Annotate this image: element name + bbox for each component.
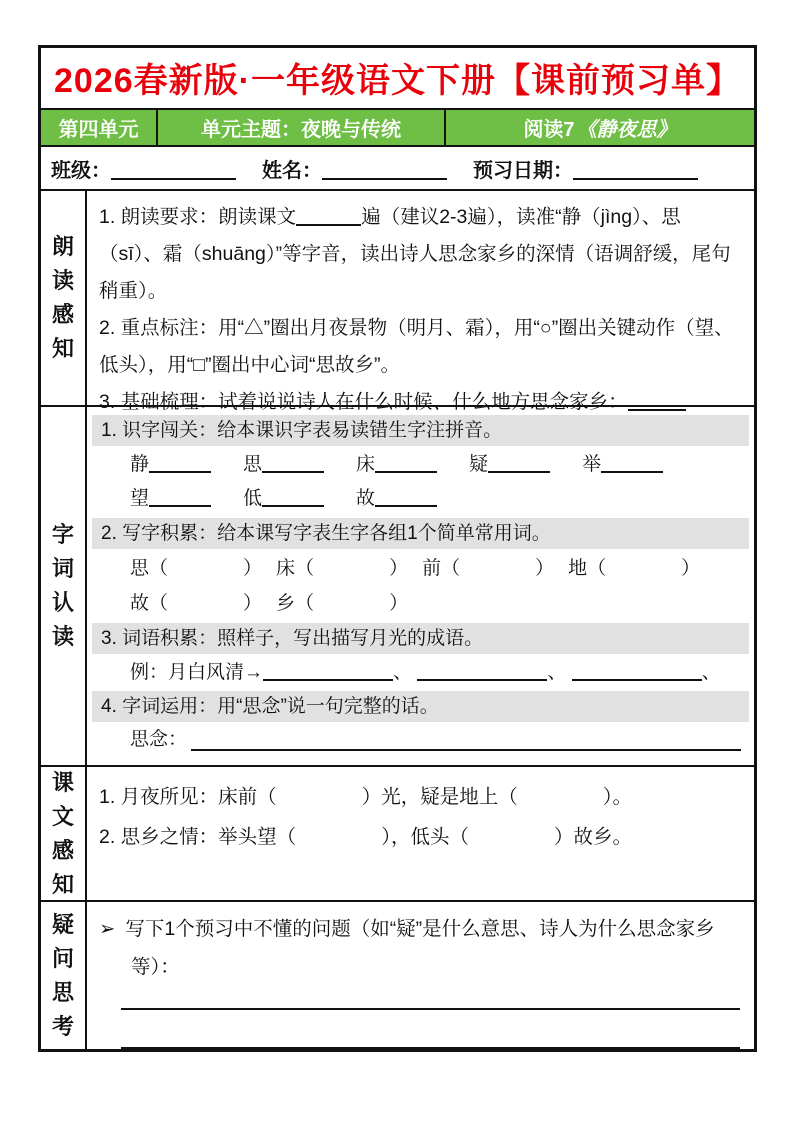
lesson-cell xyxy=(446,110,754,146)
name-group xyxy=(262,154,447,183)
comprehension-line-2: 2. 思乡之情：举头望（ ），低头（ ）故乡。 xyxy=(99,826,632,848)
section-questions xyxy=(41,902,754,1049)
date-blank xyxy=(573,158,698,180)
pinyin-blank xyxy=(601,451,663,473)
reading-item-1-blank xyxy=(296,204,361,226)
title-row xyxy=(41,48,754,110)
word-row-1: 思（ ） 床（ ） 前（ ） 地（ ） xyxy=(130,558,701,580)
pinyin-row-1: 静 思 床 疑 举 xyxy=(92,450,749,480)
section-words-content xyxy=(87,407,754,765)
section-comprehension-label-cell xyxy=(41,767,87,900)
idiom-example-label: 例：月白风清→ xyxy=(130,662,264,684)
words-heading-2: 2. 写字积累：给本课写字表生字各组1个简单常用词。 xyxy=(92,518,749,549)
section-comprehension xyxy=(41,767,754,902)
section-words-label-cell xyxy=(41,407,87,765)
comprehension-line-1: 1. 月夜所见：床前（ ）光，疑是地上（ ）。 xyxy=(99,786,632,808)
section-words xyxy=(41,407,754,767)
section-reading xyxy=(41,191,754,414)
lesson-title: 《静夜思》 xyxy=(576,119,677,142)
arrow-bullet-icon: ➢ xyxy=(99,918,116,940)
section-reading-label: 朗读感知 xyxy=(51,234,74,362)
info-bar xyxy=(41,147,754,191)
pinyin-row-2: 望 低 故 xyxy=(92,484,749,514)
words-heading-1: 1. 识字闯关：给本课识字表易读错生字注拼音。 xyxy=(92,415,749,446)
lesson-prefix: 阅读7 xyxy=(523,119,575,142)
idiom-example-row: 例：月白风清→ 、 、 、 xyxy=(92,657,749,688)
section-questions-content xyxy=(87,902,754,1049)
section-comprehension-content xyxy=(87,767,754,900)
answer-line-2 xyxy=(121,1010,740,1049)
class-group xyxy=(51,154,236,183)
unit-label: 第四单元 xyxy=(58,119,139,142)
section-comprehension-label: 课文感知 xyxy=(51,769,74,897)
theme-cell xyxy=(156,110,446,146)
name-label: 姓名： xyxy=(262,159,322,182)
idiom-blank xyxy=(572,659,702,681)
word-row-2: 故（ ） 乡（ ） xyxy=(130,593,409,615)
section-reading-content xyxy=(87,191,754,414)
pinyin-blank xyxy=(375,485,437,507)
pinyin-blank xyxy=(262,451,324,473)
worksheet xyxy=(38,45,757,1052)
pinyin-blank xyxy=(375,451,437,473)
sentence-label: 思念： xyxy=(130,729,188,751)
unit-cell xyxy=(41,110,156,146)
idiom-blank xyxy=(263,659,393,681)
section-words-label: 字词认读 xyxy=(51,522,74,650)
sentence-row xyxy=(92,725,749,759)
unit-bar xyxy=(41,110,754,148)
section-questions-label-cell xyxy=(41,902,87,1049)
idiom-blank xyxy=(417,659,547,681)
name-blank xyxy=(322,158,447,180)
pinyin-blank xyxy=(149,451,211,473)
section-reading-label-cell xyxy=(41,191,87,405)
words-heading-3: 3. 词语积累：照样子，写出描写月光的成语。 xyxy=(92,623,749,654)
reading-item-1 xyxy=(99,199,744,310)
sentence-blank xyxy=(191,731,741,751)
date-group xyxy=(473,154,698,183)
section-questions-label: 疑问思考 xyxy=(51,911,74,1039)
pinyin-blank xyxy=(149,485,211,507)
date-label: 预习日期： xyxy=(473,159,573,182)
page-title: 2026春新版·一年级语文下册【课前预习单】 xyxy=(54,62,741,101)
class-blank xyxy=(111,158,236,180)
reading-item-2: 2. 重点标注：用“△”圈出月夜景物（明月、霜），用“○”圈出关键动作（望、低头），用“□”圈出中心词“思故乡”。 xyxy=(99,317,734,377)
theme-label: 单元主题：夜晚与传统 xyxy=(201,119,401,142)
question-prompt: ➢ 写下1个预习中不懂的问题（如“疑”是什么意思、诗人为什么思念家乡等）： xyxy=(99,918,715,978)
words-heading-4: 4. 字词运用：用“思念”说一句完整的话。 xyxy=(92,691,749,722)
reading-item-1-pre: 1. 朗读要求：朗读课文 xyxy=(99,206,297,229)
reading-item-3: 3. 基础梳理：试着说说诗人在什么时候、什么地方思念家乡： xyxy=(99,384,744,421)
class-label: 班级： xyxy=(51,159,111,182)
reading-item-1-post: 遍（建议2-3遍），读准“静（jìng）、思（sī）、霜（shuāng）”等字音，读出诗人思念家乡的深情（语调舒缓，尾句稍重）。 xyxy=(99,206,731,303)
pinyin-blank xyxy=(262,485,324,507)
answer-line-1 xyxy=(121,986,740,1010)
pinyin-blank xyxy=(488,451,550,473)
